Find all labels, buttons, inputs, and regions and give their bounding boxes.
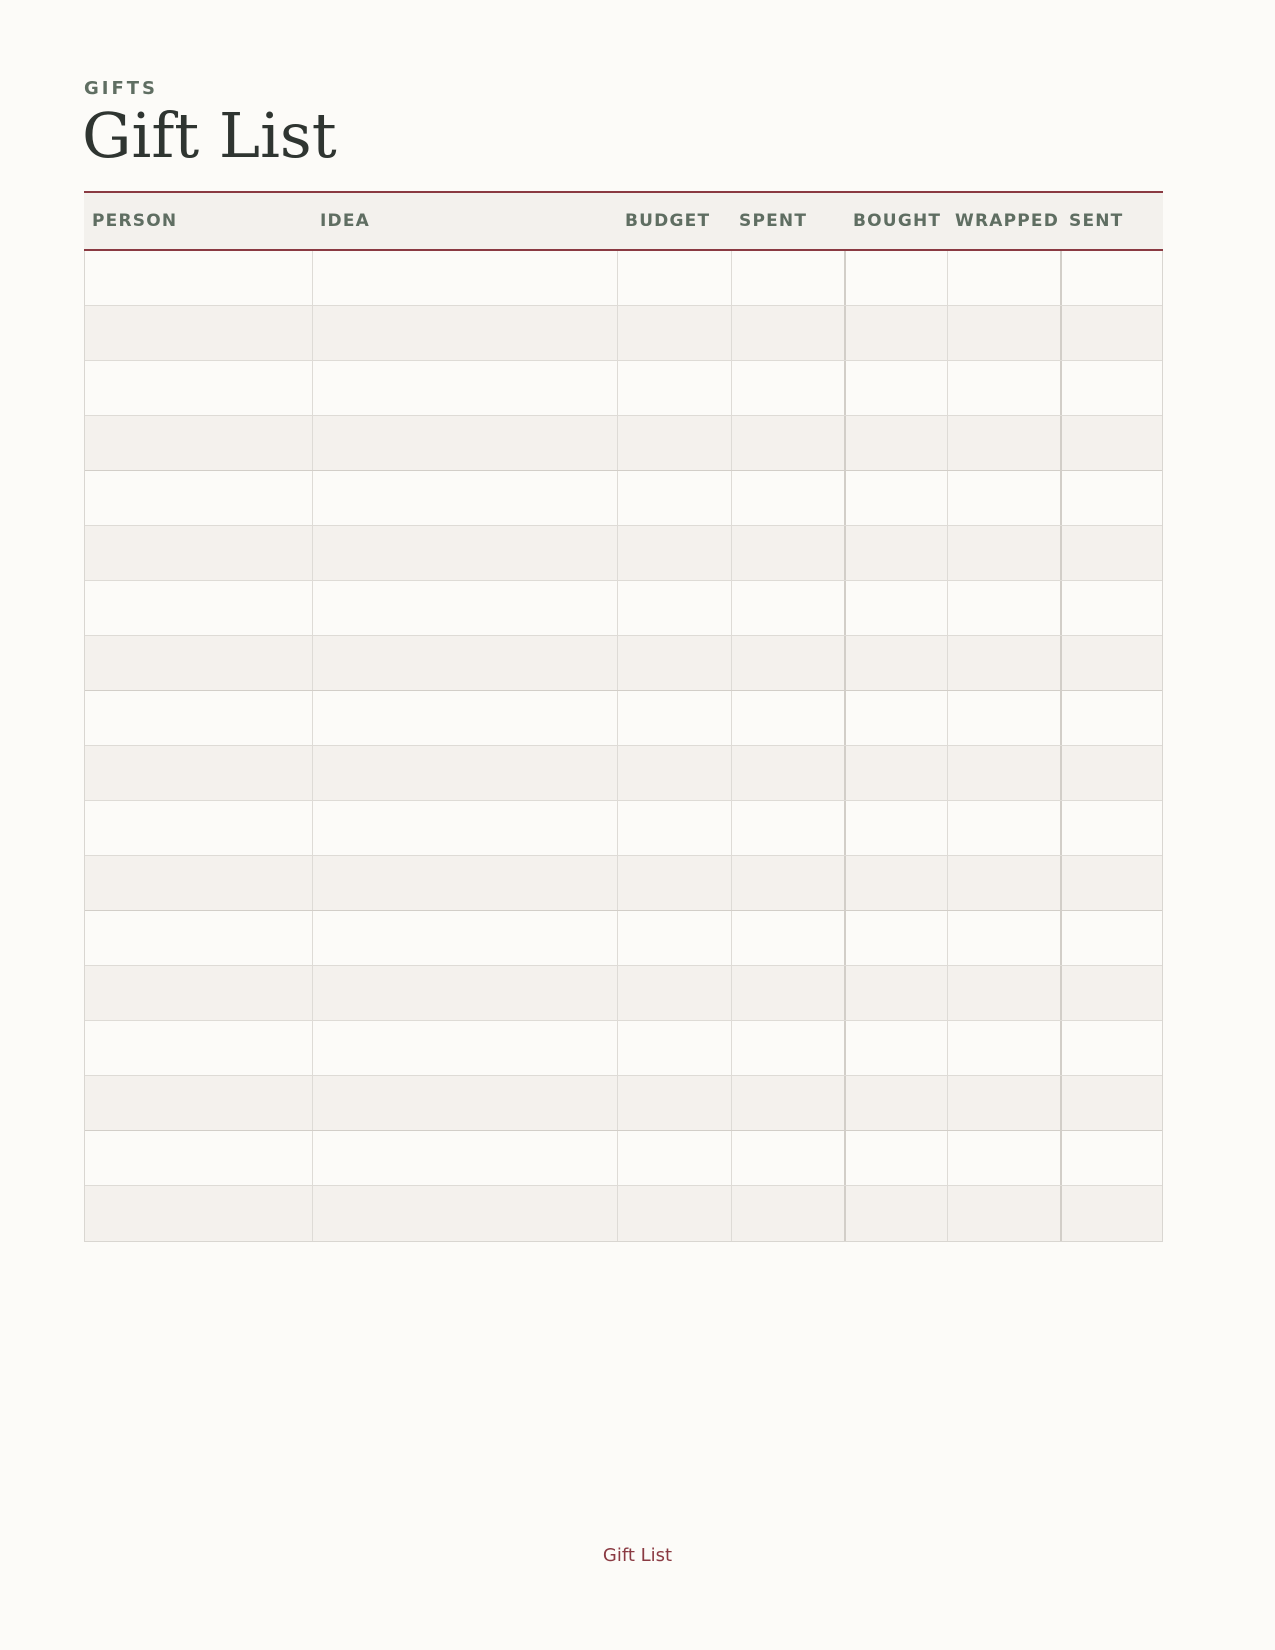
cell-spent[interactable] xyxy=(732,251,846,305)
cell-spent[interactable] xyxy=(732,471,846,525)
cell-bought[interactable] xyxy=(846,1076,948,1130)
table-header xyxy=(84,193,1163,251)
cell-bought[interactable] xyxy=(846,526,948,580)
cell-sent[interactable] xyxy=(1062,1186,1162,1241)
cell-person[interactable] xyxy=(85,691,313,745)
cell-wrapped[interactable] xyxy=(948,746,1062,800)
column-header-idea: IDEA xyxy=(320,211,371,231)
cell-idea[interactable] xyxy=(313,911,618,965)
cell-idea[interactable] xyxy=(313,801,618,855)
cell-sent[interactable] xyxy=(1062,251,1162,305)
cell-wrapped[interactable] xyxy=(948,581,1062,635)
cell-bought[interactable] xyxy=(846,361,948,415)
cell-idea[interactable] xyxy=(313,581,618,635)
cell-idea[interactable] xyxy=(313,691,618,745)
cell-wrapped[interactable] xyxy=(948,1076,1062,1130)
cell-person[interactable] xyxy=(85,801,313,855)
cell-spent[interactable] xyxy=(732,1131,846,1185)
cell-wrapped[interactable] xyxy=(948,361,1062,415)
cell-idea[interactable] xyxy=(313,251,618,305)
cell-bought[interactable] xyxy=(846,856,948,910)
cell-budget[interactable] xyxy=(618,361,732,415)
cell-idea[interactable] xyxy=(313,416,618,470)
cell-budget[interactable] xyxy=(618,581,732,635)
column-header-person: PERSON xyxy=(92,211,178,231)
cell-sent[interactable] xyxy=(1062,691,1162,745)
cell-person[interactable] xyxy=(85,1076,313,1130)
table-row xyxy=(85,691,1162,746)
cell-wrapped[interactable] xyxy=(948,911,1062,965)
cell-bought[interactable] xyxy=(846,306,948,360)
table-row xyxy=(85,1021,1162,1076)
table-row xyxy=(85,856,1162,911)
cell-spent[interactable] xyxy=(732,911,846,965)
cell-wrapped[interactable] xyxy=(948,526,1062,580)
cell-bought[interactable] xyxy=(846,636,948,690)
cell-budget[interactable] xyxy=(618,911,732,965)
cell-sent[interactable] xyxy=(1062,856,1162,910)
cell-bought[interactable] xyxy=(846,581,948,635)
cell-sent[interactable] xyxy=(1062,746,1162,800)
cell-person[interactable] xyxy=(85,856,313,910)
cell-sent[interactable] xyxy=(1062,416,1162,470)
cell-budget[interactable] xyxy=(618,801,732,855)
cell-wrapped[interactable] xyxy=(948,306,1062,360)
cell-sent[interactable] xyxy=(1062,636,1162,690)
cell-sent[interactable] xyxy=(1062,801,1162,855)
table-row xyxy=(85,746,1162,801)
cell-person[interactable] xyxy=(85,746,313,800)
cell-idea[interactable] xyxy=(313,306,618,360)
cell-sent[interactable] xyxy=(1062,361,1162,415)
cell-wrapped[interactable] xyxy=(948,1021,1062,1075)
column-header-budget: BUDGET xyxy=(625,211,711,231)
table-row xyxy=(85,1131,1162,1186)
cell-spent[interactable] xyxy=(732,416,846,470)
table-body xyxy=(84,251,1163,1242)
cell-person[interactable] xyxy=(85,471,313,525)
cell-spent[interactable] xyxy=(732,746,846,800)
cell-spent[interactable] xyxy=(732,801,846,855)
cell-idea[interactable] xyxy=(313,1131,618,1185)
table-row xyxy=(85,306,1162,361)
cell-spent[interactable] xyxy=(732,1076,846,1130)
cell-wrapped[interactable] xyxy=(948,251,1062,305)
cell-spent[interactable] xyxy=(732,691,846,745)
cell-sent[interactable] xyxy=(1062,966,1162,1020)
cell-sent[interactable] xyxy=(1062,911,1162,965)
cell-budget[interactable] xyxy=(618,416,732,470)
cell-idea[interactable] xyxy=(313,636,618,690)
column-header-spent: SPENT xyxy=(739,211,808,231)
cell-wrapped[interactable] xyxy=(948,471,1062,525)
table-row xyxy=(85,581,1162,636)
cell-budget[interactable] xyxy=(618,1076,732,1130)
table-row xyxy=(85,251,1162,306)
cell-spent[interactable] xyxy=(732,856,846,910)
cell-wrapped[interactable] xyxy=(948,856,1062,910)
cell-bought[interactable] xyxy=(846,1021,948,1075)
cell-person[interactable] xyxy=(85,361,313,415)
table-row xyxy=(85,416,1162,471)
cell-spent[interactable] xyxy=(732,306,846,360)
cell-budget[interactable] xyxy=(618,251,732,305)
cell-budget[interactable] xyxy=(618,746,732,800)
cell-bought[interactable] xyxy=(846,251,948,305)
cell-spent[interactable] xyxy=(732,1021,846,1075)
table-row xyxy=(85,911,1162,966)
cell-person[interactable] xyxy=(85,1131,313,1185)
cell-bought[interactable] xyxy=(846,966,948,1020)
cell-wrapped[interactable] xyxy=(948,691,1062,745)
page-footer: Gift List xyxy=(602,1545,673,1566)
cell-spent[interactable] xyxy=(732,361,846,415)
table-row xyxy=(85,1076,1162,1131)
cell-sent[interactable] xyxy=(1062,526,1162,580)
cell-wrapped[interactable] xyxy=(948,1131,1062,1185)
cell-person[interactable] xyxy=(85,251,313,305)
cell-spent[interactable] xyxy=(732,966,846,1020)
cell-person[interactable] xyxy=(85,416,313,470)
cell-spent[interactable] xyxy=(732,581,846,635)
cell-bought[interactable] xyxy=(846,1131,948,1185)
cell-budget[interactable] xyxy=(618,856,732,910)
page-title: Gift List xyxy=(82,99,337,172)
cell-bought[interactable] xyxy=(846,1186,948,1241)
cell-spent[interactable] xyxy=(732,1186,846,1241)
cell-idea[interactable] xyxy=(313,1021,618,1075)
table-row xyxy=(85,966,1162,1021)
cell-idea[interactable] xyxy=(313,361,618,415)
cell-idea[interactable] xyxy=(313,1076,618,1130)
cell-budget[interactable] xyxy=(618,1021,732,1075)
cell-budget[interactable] xyxy=(618,1186,732,1241)
cell-sent[interactable] xyxy=(1062,1076,1162,1130)
cell-person[interactable] xyxy=(85,526,313,580)
cell-idea[interactable] xyxy=(313,526,618,580)
cell-sent[interactable] xyxy=(1062,1131,1162,1185)
cell-idea[interactable] xyxy=(313,856,618,910)
cell-sent[interactable] xyxy=(1062,306,1162,360)
cell-wrapped[interactable] xyxy=(948,966,1062,1020)
gift-table xyxy=(84,191,1163,1242)
cell-budget[interactable] xyxy=(618,306,732,360)
cell-bought[interactable] xyxy=(846,911,948,965)
page-eyebrow: GIFTS xyxy=(84,78,159,99)
cell-budget[interactable] xyxy=(618,691,732,745)
cell-spent[interactable] xyxy=(732,526,846,580)
cell-person[interactable] xyxy=(85,966,313,1020)
cell-person[interactable] xyxy=(85,911,313,965)
cell-budget[interactable] xyxy=(618,526,732,580)
cell-bought[interactable] xyxy=(846,746,948,800)
cell-idea[interactable] xyxy=(313,966,618,1020)
cell-budget[interactable] xyxy=(618,636,732,690)
cell-bought[interactable] xyxy=(846,416,948,470)
cell-person[interactable] xyxy=(85,1186,313,1241)
column-header-bought: BOUGHT xyxy=(853,211,942,231)
cell-bought[interactable] xyxy=(846,801,948,855)
column-header-sent: SENT xyxy=(1069,211,1124,231)
cell-person[interactable] xyxy=(85,306,313,360)
cell-budget[interactable] xyxy=(618,1131,732,1185)
cell-sent[interactable] xyxy=(1062,581,1162,635)
cell-wrapped[interactable] xyxy=(948,636,1062,690)
cell-sent[interactable] xyxy=(1062,471,1162,525)
cell-person[interactable] xyxy=(85,1021,313,1075)
cell-wrapped[interactable] xyxy=(948,416,1062,470)
table-row xyxy=(85,526,1162,581)
table-row xyxy=(85,471,1162,526)
cell-wrapped[interactable] xyxy=(948,801,1062,855)
table-row xyxy=(85,636,1162,691)
cell-person[interactable] xyxy=(85,581,313,635)
cell-bought[interactable] xyxy=(846,691,948,745)
cell-idea[interactable] xyxy=(313,1186,618,1241)
cell-wrapped[interactable] xyxy=(948,1186,1062,1241)
table-row xyxy=(85,361,1162,416)
cell-budget[interactable] xyxy=(618,471,732,525)
table-row xyxy=(85,801,1162,856)
cell-sent[interactable] xyxy=(1062,1021,1162,1075)
cell-idea[interactable] xyxy=(313,471,618,525)
column-header-wrapped: WRAPPED xyxy=(955,211,1060,231)
table-row xyxy=(85,1186,1162,1241)
cell-budget[interactable] xyxy=(618,966,732,1020)
cell-bought[interactable] xyxy=(846,471,948,525)
cell-person[interactable] xyxy=(85,636,313,690)
cell-idea[interactable] xyxy=(313,746,618,800)
cell-spent[interactable] xyxy=(732,636,846,690)
